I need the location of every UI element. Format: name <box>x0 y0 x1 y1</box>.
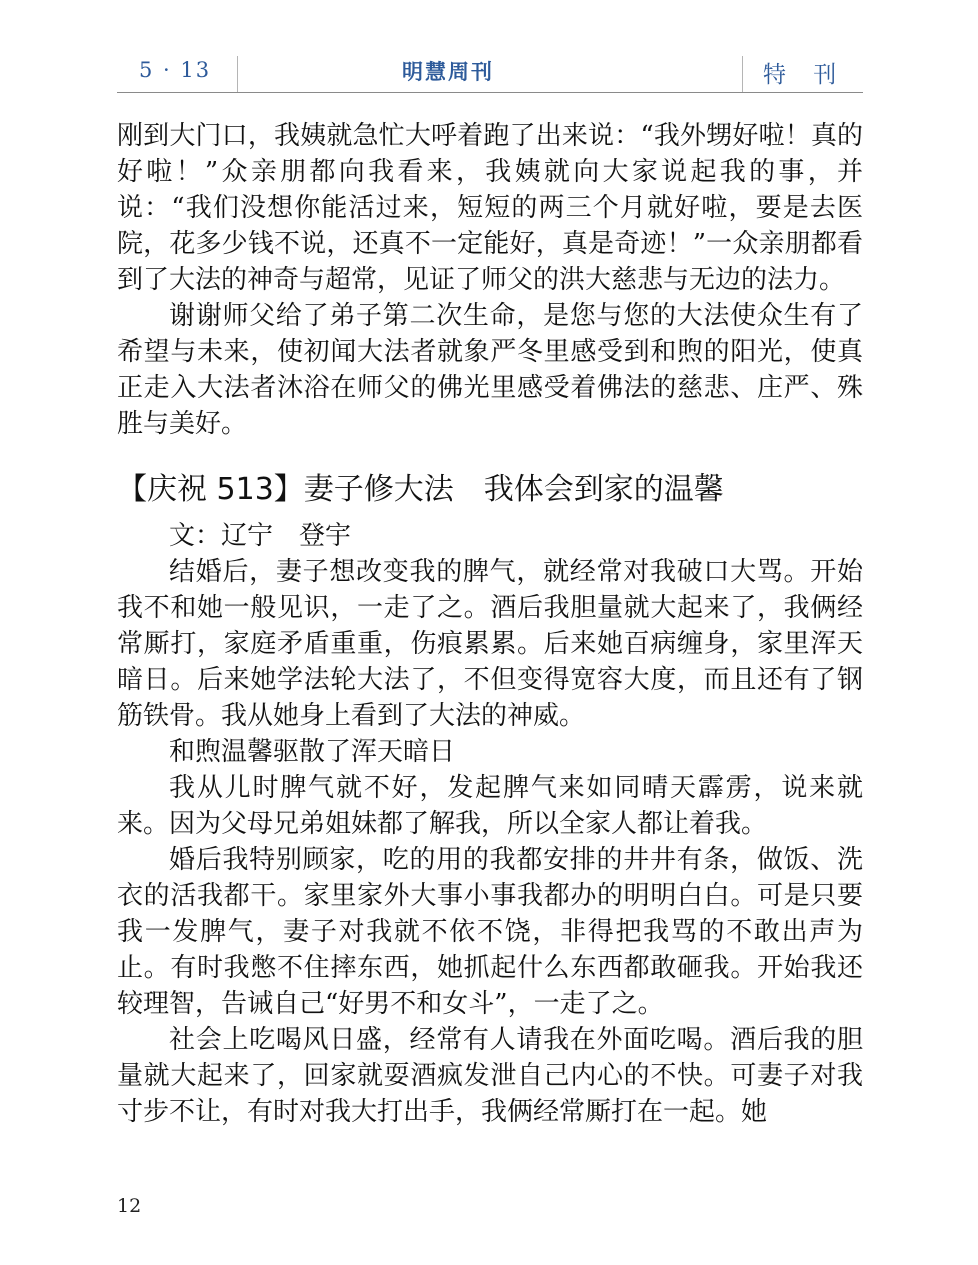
intro-paragraph: 刚到大门口，我姨就急忙大呼着跑了出来说：“我外甥好啦！真的好啦！”众亲朋都向我看来，我姨就向大家说起我的事，并说：“我们没想你能活过来，短短的两三个月就好啦，要是去医院，花多少钱不说，还真不一定能好，真是奇迹！”一众亲朋都看到了大法的神奇与超常，见证了师父的洪大慈悲与无边的法力。 <box>117 121 863 295</box>
intro-paragraph: 谢谢师父给了弟子第二次生命，是您与您的大法使众生有了希望与未来，使初闻大法者就象严冬里感受到和煦的阳光，使真正走入大法者沐浴在师父的佛光里感受着佛法的慈悲、庄严、殊胜与美好。 <box>117 301 863 439</box>
issue-date: 5 · 13 <box>139 58 212 82</box>
publication-title: 明慧周刊 <box>402 60 494 84</box>
section-label: 特 刊 <box>763 62 847 88</box>
article-subheading: 和煦温馨驱散了浑天暗日 <box>169 737 456 767</box>
running-header <box>117 52 863 93</box>
article-paragraph: 我从儿时脾气就不好，发起脾气来如同晴天霹雳，说来就来。因为父母兄弟姐妹都了解我，所以全家人都让着我。 <box>117 773 863 839</box>
header-divider <box>237 56 238 92</box>
page-number: 12 <box>117 1195 142 1217</box>
article-title: 【庆祝 513】妻子修大法 我体会到家的温馨 <box>117 472 724 507</box>
article-paragraph: 结婚后，妻子想改变我的脾气，就经常对我破口大骂。开始我不和她一般见识，一走了之。酒后我胆量就大起来了，我俩经常厮打，家庭矛盾重重，伤痕累累。后来她百病缠身，家里浑天暗日。后来她学法轮大法了，不但变得宽容大度，而且还有了钢筋铁骨。我从她身上看到了大法的神威。 <box>117 557 863 731</box>
article-paragraph: 社会上吃喝风日盛，经常有人请我在外面吃喝。酒后我的胆量就大起来了，回家就耍酒疯发泄自己内心的不快。可妻子对我寸步不让，有时对我大打出手，我俩经常厮打在一起。她 <box>117 1025 863 1127</box>
page-body <box>117 118 863 1130</box>
header-divider <box>742 56 743 92</box>
article-paragraph: 婚后我特别顾家，吃的用的我都安排的井井有条，做饭、洗衣的活我都干。家里家外大事小事我都办的明明白白。可是只要我一发脾气，妻子对我就不依不饶，非得把我骂的不敢出声为止。有时我憋不住摔东西，她抓起什么东西都敢砸我。开始我还较理智，告诫自己“好男不和女斗”，一走了之。 <box>117 845 863 1019</box>
article-byline: 文：辽宁 登宇 <box>169 521 352 551</box>
